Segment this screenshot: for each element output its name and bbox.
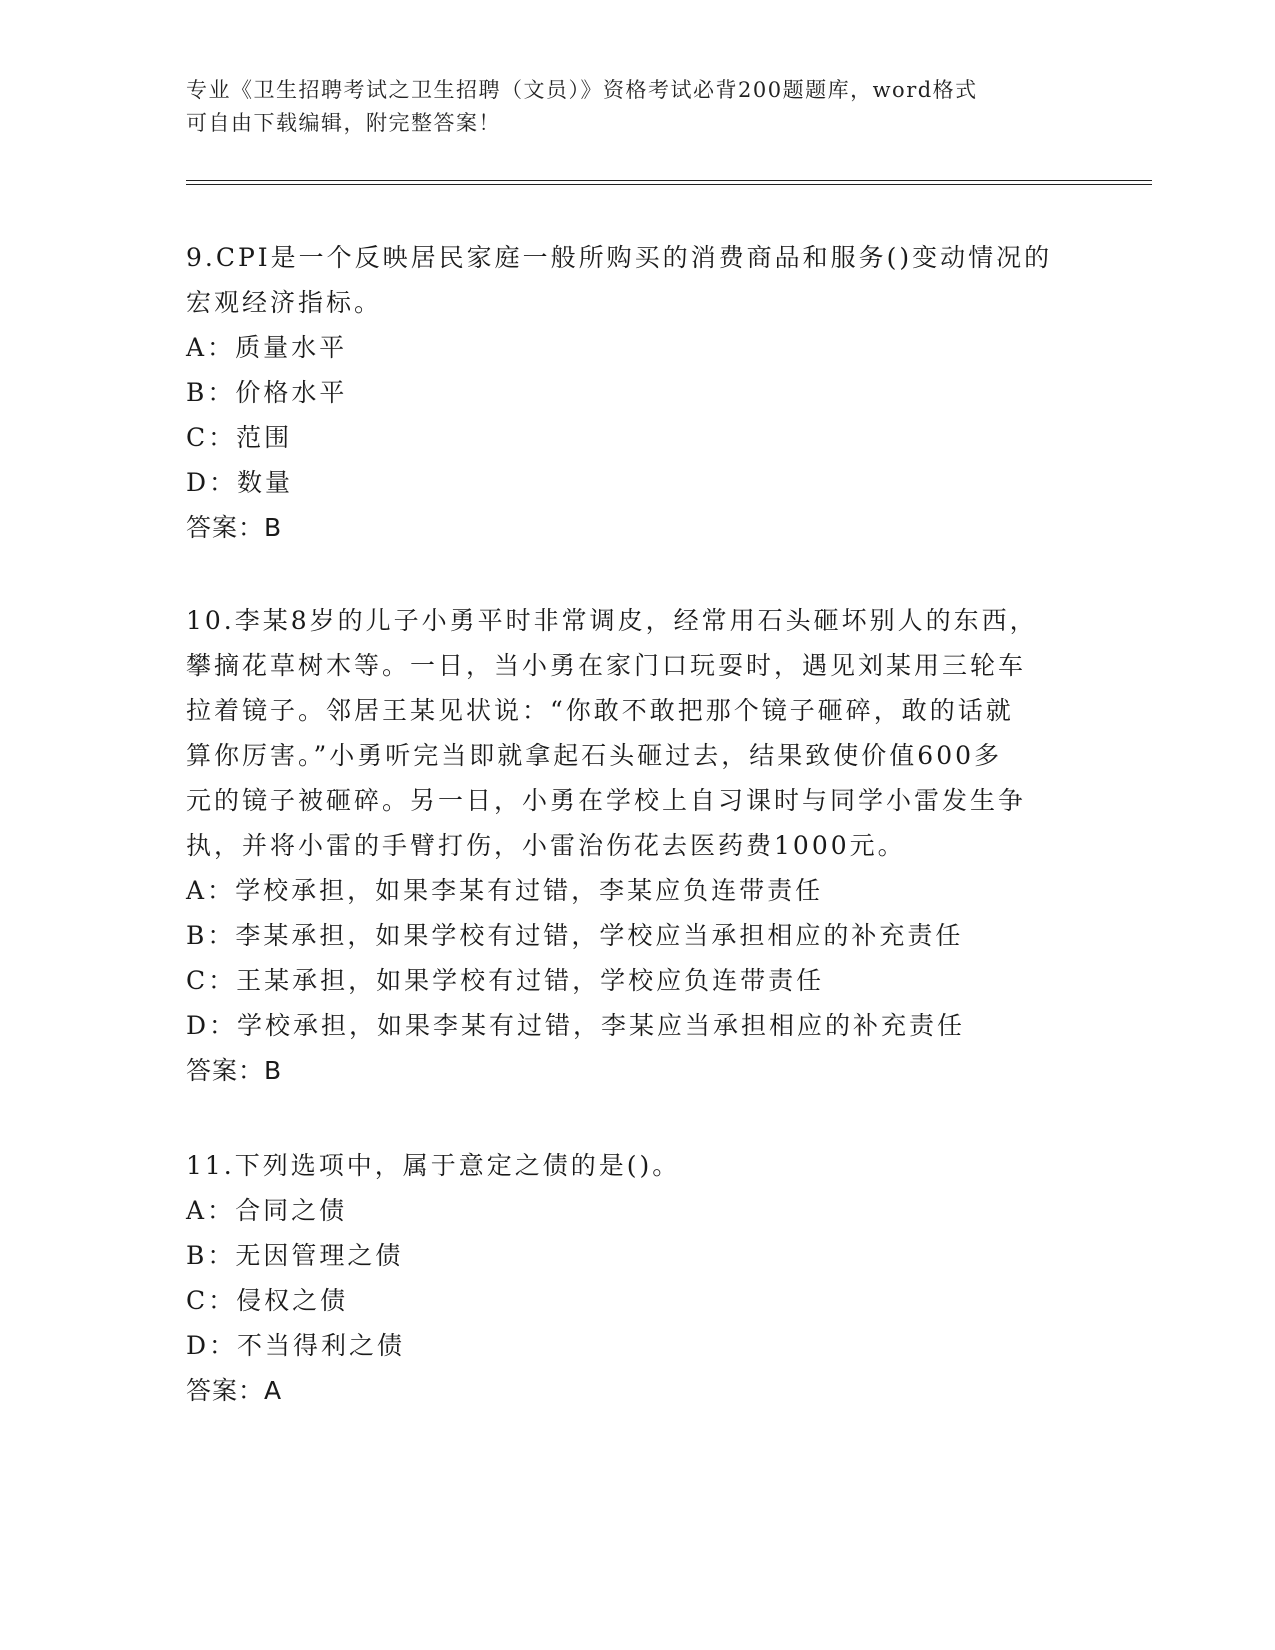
option-text: 无因管理之债 [235,1241,404,1270]
question-line: 拉着镜子。邻居王某见状说：“你敢不敢把那个镜子砸碎，敢的话就 [186,696,1014,725]
option-text: 学校承担，如果李某有过错，李某应当承担相应的补充责任 [237,1011,966,1040]
header-line-1: 专业《卫生招聘考试之卫生招聘（文员）》资格考试必背200题题库，word格式 [186,78,978,102]
question-line: 10.李某8岁的儿子小勇平时非常调皮，经常用石头砸坏别人的东西， [186,606,1038,635]
question-line: 11.下列选项中，属于意定之债的是()。 [186,1151,681,1180]
option-d [186,1323,1086,1368]
option-key: C： [186,1286,237,1315]
option-key: D： [186,1011,238,1040]
question-block-11 [186,1143,1086,1413]
header-divider-bottom [186,184,1152,185]
question-line: 攀摘花草树木等。一日，当小勇在家门口玩耍时，遇见刘某用三轮车 [186,651,1027,680]
option-key: B： [186,1241,236,1270]
option-text: 侵权之债 [236,1286,349,1315]
option-text: 数量 [237,468,294,497]
question-text [186,598,1086,868]
option-key: A： [186,1196,236,1225]
option-c [186,1278,1086,1323]
option-b [186,370,1086,415]
option-key: B： [186,378,236,407]
option-text: 质量水平 [235,333,348,362]
option-key: C： [186,966,237,995]
question-line: 执，并将小雷的手臂打伤，小雷治伤花去医药费1000元。 [186,831,906,860]
option-key: A： [186,333,236,362]
option-b [186,1233,1086,1278]
question-line: 元的镜子被砸碎。另一日，小勇在学校上自习课时与同学小雷发生争 [186,786,1027,815]
option-a [186,868,1086,913]
question-text [186,235,1086,325]
document-header [186,74,1086,140]
option-key: A： [186,876,236,905]
option-text: 不当得利之债 [237,1331,406,1360]
option-text: 范围 [236,423,293,452]
option-d [186,1003,1086,1048]
option-c [186,958,1086,1003]
option-key: D： [186,1331,238,1360]
question-line: 算你厉害。”小勇听完当即就拿起石头砸过去，结果致使价值600多 [186,741,1003,770]
option-text: 合同之债 [235,1196,348,1225]
answer-line: 答案：B [186,513,283,542]
header-line-2: 可自由下载编辑，附完整答案！ [186,111,501,135]
question-block-9 [186,235,1086,550]
answer-line: 答案：A [186,1376,283,1405]
option-text: 李某承担，如果学校有过错，学校应当承担相应的补充责任 [235,921,964,950]
question-block-10 [186,598,1086,1093]
answer-line: 答案：B [186,1056,283,1085]
option-text: 王某承担，如果学校有过错，学校应负连带责任 [236,966,825,995]
header-divider-top [186,180,1152,181]
option-key: B： [186,921,236,950]
option-text: 价格水平 [235,378,348,407]
option-a [186,1188,1086,1233]
option-key: D： [186,468,238,497]
question-line: 宏观经济指标。 [186,288,383,317]
option-b [186,913,1086,958]
option-a [186,325,1086,370]
question-text [186,1143,1086,1188]
option-c [186,415,1086,460]
option-d [186,460,1086,505]
option-key: C： [186,423,237,452]
option-text: 学校承担，如果李某有过错，李某应负连带责任 [235,876,824,905]
question-line: 9.CPI是一个反映居民家庭一般所购买的消费商品和服务()变动情况的 [186,243,1053,272]
